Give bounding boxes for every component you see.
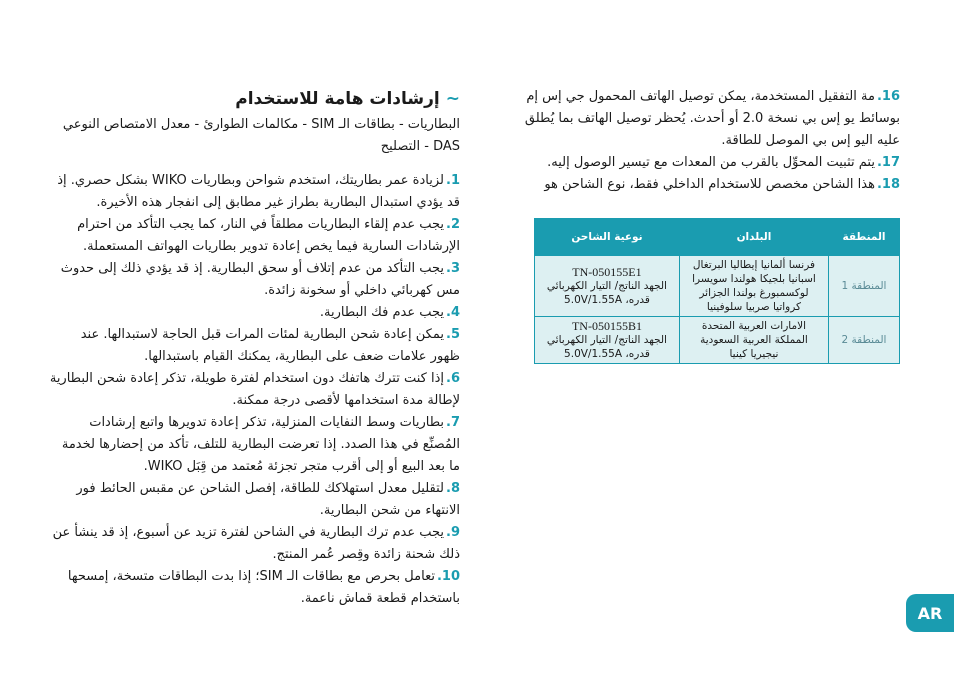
region-cell: المنطقة 1 [829, 256, 900, 317]
list-item-16: 16.مة التفقيل المستخدمة، يمكن توصيل الهاتف المحمول جي إس إم بوسائط يو إس بي نسخة 2.0 أو أحدث. يُحظر توصيل الهاتف بما يُطلق عليه اليو إس بي الموصل للطاقة. [524, 89, 900, 148]
list-item-10: 10.تعامل بحرص مع بطاقات الـ SIM؛ إذا بدت البطاقات متسخة، إمسحها باستخدام قطعة قماش ناعمة. [67, 569, 460, 606]
charger-model: TN-050155E1 [572, 265, 642, 279]
left-column [48, 86, 460, 610]
charger-spec: الجهد الناتج/ التيار الكهربائي [546, 280, 667, 292]
header-countries: البلدان [679, 219, 828, 256]
table-row [535, 317, 900, 364]
charger-table [534, 218, 900, 364]
list-item-2: 2.يجب عدم إلقاء البطاريات مطلقاً في النار، كما يجب التأكد من احترام الإرشادات السارية فيما يخص إعادة تدوير بطاريات الهواتف المستعملة. [77, 217, 460, 254]
charger-type-cell [535, 317, 680, 364]
country-line: المملكة العربية السعودية [700, 334, 808, 346]
charger-spec: قدره، 5.0V/1.55A [564, 348, 650, 360]
list-item-6: 6.إذا كنت تترك هاتفك دون استخدام لفترة طويلة، تذكر إعادة شحن البطارية لإطالة مدة استخدامها لأقصى درجة ممكنة. [49, 371, 460, 408]
charger-spec: قدره، 5.0V/1.55A [564, 294, 650, 306]
tilde-marker: ~ [445, 89, 460, 109]
list-item-5: 5.يمكن إعادة شحن البطارية لمئات المرات قبل الحاجة لاستبدالها. عند ظهور علامات ضعف على البطارية، يمكنك القيام باستبدالها. [80, 327, 460, 364]
list-item-8: 8.لتقليل معدل استهلاكك للطاقة، إفصل الشاحن عن مقبس الحائط فور الانتهاء من شحن البطارية. [76, 481, 460, 518]
right-column [520, 86, 900, 196]
list-item-17: 17.يتم تثبيت المحوِّل بالقرب من المعدات مع تيسير الوصول إليه. [547, 155, 900, 170]
list-item-4: 4.يجب عدم فك البطارية. [319, 305, 460, 320]
header-region: المنطقة [829, 219, 900, 256]
header-charger-type: نوعية الشاحن [535, 219, 680, 256]
countries-cell [679, 317, 828, 364]
country-line: لوكسمبورغ بولندا الجزائر [699, 287, 809, 299]
list-item-18: 18.هذا الشاحن مخصص للاستخدام الداخلي فقط، نوع الشاحن هو [544, 177, 900, 192]
list-item-1: 1.لزيادة عمر بطاريتك، استخدم شواحن وبطاريات WIKO بشكل حصري. إذ قد يؤدي استبدال البطارية بطراز غير مطابق إلى انفجار هذه الأخيرة. [57, 173, 460, 210]
language-badge: AR [906, 594, 954, 632]
list-item-3: 3.يجب التأكد من عدم إتلاف أو سحق البطارية. إذ قد يؤدي ذلك إلى حدوث مس كهربائي داخلي أو سخونة زائدة. [60, 261, 460, 298]
table-row [535, 256, 900, 317]
section-subtitle: البطاريات - بطاقات الـ SIM - مكالمات الطوارئ - معدل الامتصاص النوعي DAS - التصليح [62, 117, 460, 154]
charger-type-cell [535, 256, 680, 317]
table-header-row [535, 219, 900, 256]
list-item-7: 7.بطاريات وسط النفايات المنزلية، تذكر إعادة تدويرها واتبع إرشادات المُصنِّع في هذا الصدد. إذا تعرضت البطارية للتلف، تأكد من إحضارها لخدمة ما بعد البيع أو إلى أقرب متجر تجزئة مُعتمد من قِبَل WIKO. [61, 415, 460, 474]
charger-model: TN-050155B1 [571, 319, 642, 333]
countries-cell [679, 256, 828, 317]
country-line: فرنسا ألمانيا إيطاليا البرتغال [692, 259, 816, 271]
country-line: نيجيريا كينيا [729, 348, 779, 360]
country-line: اسبانيا بلجيكا هولندا سويسرا [692, 273, 816, 285]
list-item-9: 9.يجب عدم ترك البطارية في الشاحن لفترة تزيد عن أسبوع، إذ قد ينشأ عن ذلك شحنة زائدة وقِصر عُمر المنتج. [52, 525, 460, 562]
page-title: ~إرشادات هامة للاستخدام [235, 89, 460, 109]
country-line: الامارات العربية المتحدة [701, 320, 807, 332]
charger-spec: الجهد الناتج/ التيار الكهربائي [546, 334, 667, 346]
country-line: كرواتيا صربيا سلوفينيا [706, 301, 802, 313]
region-cell: المنطقة 2 [829, 317, 900, 364]
